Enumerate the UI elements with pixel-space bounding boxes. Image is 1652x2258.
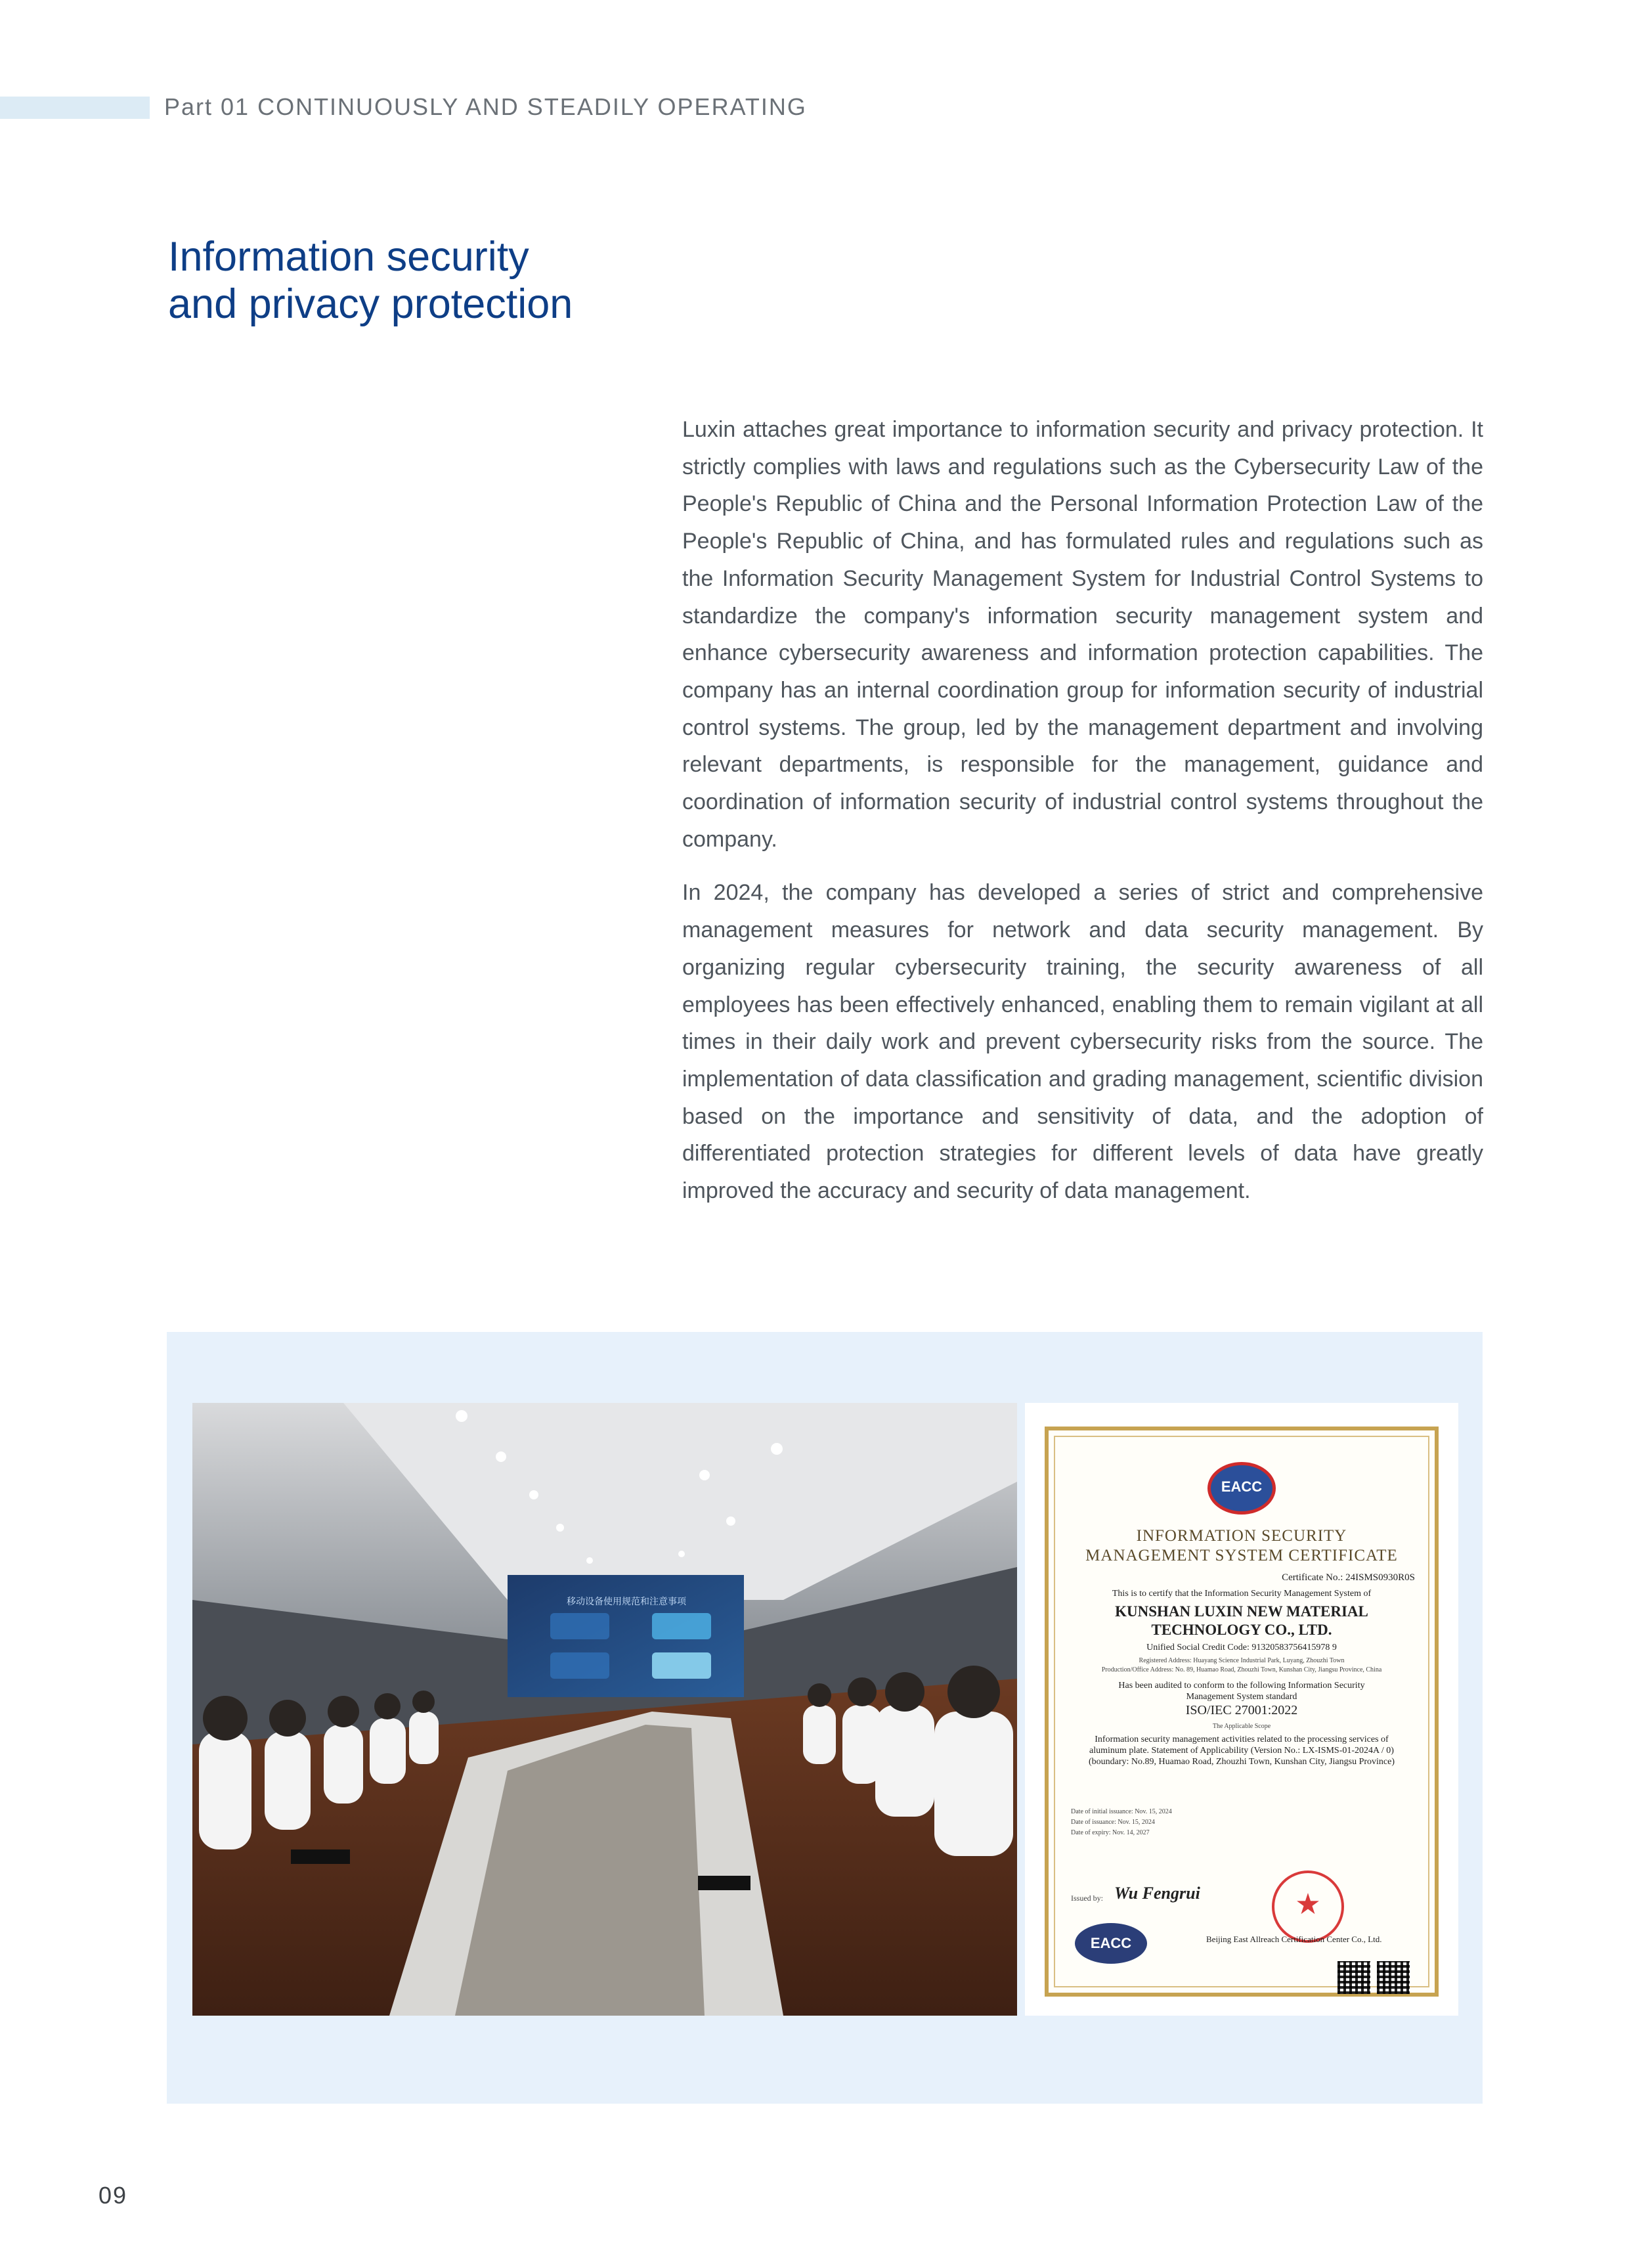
certificate-number: Certificate No.: 24ISMS0930R0S <box>1282 1572 1415 1583</box>
stamp-star-icon: ★ <box>1295 1888 1321 1920</box>
table-box-2 <box>698 1876 750 1890</box>
credit-code: Unified Social Credit Code: 91320583756415978 9 <box>1146 1643 1337 1652</box>
office-address: Production/Office Address: No. 89, Huamao Road, Zhouzhi Town, Kunshan City, Jiangsu Province, China <box>1101 1666 1382 1673</box>
date-expiry: Date of expiry: Nov. 14, 2027 <box>1071 1829 1150 1836</box>
header-accent-bar <box>0 97 150 119</box>
certificate-frame <box>1045 1427 1439 1997</box>
iso-certificate <box>1025 1403 1458 2016</box>
certificate-intro: This is to certify that the Information Security Management System of <box>1112 1589 1372 1599</box>
screen-card-1 <box>550 1613 609 1639</box>
date-initial: Date of initial issuance: Nov. 15, 2024 <box>1071 1808 1172 1815</box>
issued-by-label: Issued by: <box>1071 1893 1103 1903</box>
page-number: 09 <box>98 2182 128 2209</box>
iso-standard: ISO/IEC 27001:2022 <box>1185 1703 1298 1717</box>
heading-line-2: MANAGEMENT SYSTEM CERTIFICATE <box>1085 1547 1398 1564</box>
body-text <box>682 411 1483 1210</box>
page-title <box>168 233 759 328</box>
eacc-logo-bottom: EACC <box>1075 1923 1147 1964</box>
qr-code-icon <box>1337 1961 1370 1994</box>
qr-code-icon-2 <box>1377 1961 1410 1994</box>
meeting-room-illustration <box>192 1403 1017 2016</box>
certificate-heading <box>1049 1526 1435 1566</box>
screen-card-3 <box>652 1652 711 1679</box>
audited-text: Has been audited to conform to the following Information Security Management System standard <box>1118 1681 1365 1702</box>
issuer-name: Beijing East Allreach Certification Center Co., Ltd. <box>1206 1934 1382 1944</box>
meeting-room-photo <box>192 1403 1017 2016</box>
paragraph-2: In 2024, the company has developed a series of strict and comprehensive management measures for network and data security management. By organizing regular cybersecurity training, the security awareness of all employees has been effectively enhanced, enabling them to remain vigilant at all times in their daily work and prevent cybersecurity risks from the source. The implementation of data classification and grading management, scientific division based on the importance and sensitivity of data, and the adoption of differentiated protection strategies for different levels of data have greatly improved the accuracy and security of data management. <box>682 880 1483 1204</box>
title-line-2: and privacy protection <box>168 281 573 327</box>
paragraph-1: Luxin attaches great importance to information security and privacy protection. It strictly complies with laws and regulations such as the Cybersecurity Law of the People's Republic of China and the Personal Information Protection Law of the People's Republic of China, and has formulated rules and regulations such as the Information Security Management System for Industrial Control Systems to standardize the company's information security management system and enhance cybersecurity awareness and information protection capabilities. The company has an internal coordination group for information security of industrial control systems. The group, led by the management department and involving relevant departments, is responsible for the management, guidance and coordination of information security of industrial control systems throughout the company. <box>682 417 1483 852</box>
eacc-logo-top <box>1207 1462 1276 1515</box>
date-issuance: Date of issuance: Nov. 15, 2024 <box>1071 1819 1155 1826</box>
scope-label: The Applicable Scope <box>1212 1723 1271 1730</box>
screen-card-4 <box>550 1652 609 1679</box>
eacc-logo-top-text: EACC <box>1221 1478 1263 1495</box>
screen-title: 移动设备使用规范和注意事项 <box>567 1596 686 1606</box>
section-label: Part 01 CONTINUOUSLY AND STEADILY OPERATING <box>164 93 807 120</box>
signature: Wu Fengrui <box>1114 1884 1200 1903</box>
screen-card-2 <box>652 1613 711 1639</box>
official-stamp <box>1272 1871 1344 1943</box>
heading-line-1: INFORMATION SECURITY <box>1136 1527 1347 1545</box>
registered-address: Registered Address: Huayang Science Industrial Park, Luyang, Zhouzhi Town <box>1139 1657 1345 1664</box>
company-name-line-2: TECHNOLOGY CO., LTD. <box>1151 1622 1332 1638</box>
scope-text: Information security management activities related to the processing services of aluminum plate. Statement of Applicability (Version No.: LX-ISMS-01-2024A / 0) (boundary: No.89, Huamao Road, Zhouzhi Town, Kunshan City, Jiangsu Province) <box>1088 1735 1395 1767</box>
company-name-line-1: KUNSHAN LUXIN NEW MATERIAL <box>1115 1603 1368 1620</box>
table-box-1 <box>291 1849 350 1864</box>
title-line-1: Information security <box>168 234 529 280</box>
